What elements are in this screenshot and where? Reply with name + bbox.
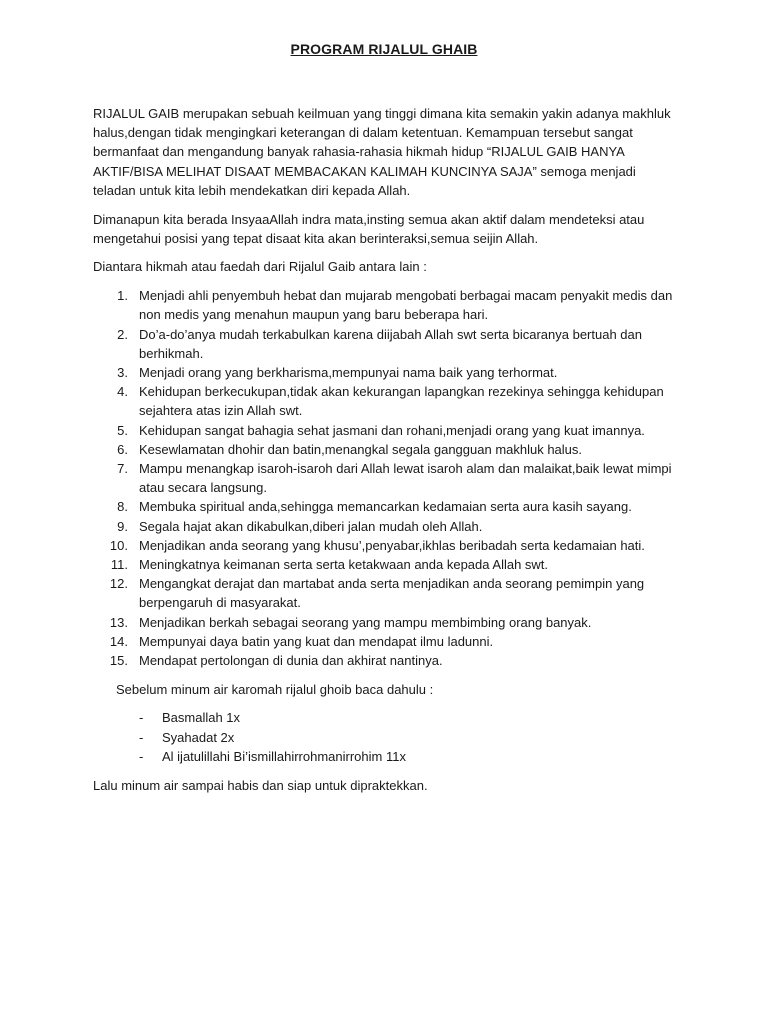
intro-paragraph: RIJALUL GAIB merupakan sebuah keilmuan yang tinggi dimana kita semakin yakin adanya makhluk halus,dengan tidak mengingkari keterangan di dalam ketentuan. Kemampuan tersebut sangat bermanfaat dan mengandung banyak rahasia-rahasia hikmah hidup “RIJALUL GAIB HANYA AKTIF/BISA MELIHAT DISAAT MEMBACAKAN KALIMAH KUNCINYA SAJA” semoga menjadi teladan untuk kita lebih mendekatkan diri kepada Allah. [93,106,671,198]
list-item-text: Kehidupan berkecukupan,tidak akan kekurangan lapangkan rezekinya sehingga kehidupan sejahtera atas izin Allah swt. [139,384,664,419]
list-dash: - [139,710,144,726]
list-item-text: Mengangkat derajat dan martabat anda serta menjadikan anda seorang pemimpin yang berpengaruh di masyarakat. [139,576,645,611]
list-item-text: Membuka spiritual anda,sehingga memancarkan kedamaian serta aura kasih sayang. [139,499,632,515]
list-number: 13. [109,614,128,630]
list-item-text: Menjadi ahli penyembuh hebat dan mujarab mengobati berbagai macam penyakit medis dan non medis yang menahun maupun yang baru beberapa hari. [139,288,673,323]
list-number: 10. [109,537,128,553]
list-item [93,286,678,324]
list-item [93,497,678,516]
document-body [93,104,678,804]
list-item-text: Kehidupan sangat bahagia sehat jasmani dan rohani,menjadi orang yang kuat imannya. [139,422,645,438]
list-number: 14. [109,633,128,649]
list-number: 11. [110,556,128,572]
benefits-intro: Diantara hikmah atau faedah dari Rijalul Gaib antara lain : [93,259,427,275]
list-item-text: Mendapat pertolongan di dunia dan akhirat nantinya. [139,652,443,668]
closing-text: Lalu minum air sampai habis dan siap untuk dipraktekkan. [93,777,428,793]
list-number: 2. [117,326,128,342]
list-item [93,651,678,670]
list-number: 15. [109,652,128,668]
list-number: 1. [117,288,128,304]
list-dash: - [139,729,144,745]
list-item-text: Segala hajat akan dikabulkan,diberi jalan mudah oleh Allah. [139,518,483,534]
list-item [93,325,678,363]
list-item [93,517,678,536]
list-item [93,555,678,574]
list-number: 6. [117,441,128,457]
list-item [93,728,678,747]
list-item-text: Menjadi orang yang berkharisma,mempunyai nama baik yang terhormat. [139,364,558,380]
list-item [93,747,678,766]
list-item-text: Basmallah 1x [162,710,241,726]
list-item [93,536,678,555]
list-dash: - [139,748,144,764]
list-number: 5. [117,422,128,438]
list-item-text: Syahadat 2x [162,729,235,745]
list-item [93,459,678,497]
list-item [93,440,678,459]
list-number: 7. [117,460,128,476]
list-item [93,708,678,727]
list-item-text: Meningkatnya keimanan serta serta ketakwaan anda kepada Allah swt. [139,556,549,572]
list-item-text: Menjadikan berkah sebagai seorang yang mampu membimbing orang banyak. [139,614,592,630]
list-item-text: Do’a-do’anya mudah terkabulkan karena diijabah Allah swt serta bicaranya bertuah dan berhikmah. [139,326,642,361]
list-number: 12. [109,576,128,592]
list-item-text: Kesewlamatan dhohir dan batin,menangkal segala gangguan makhluk halus. [139,441,583,457]
list-number: 8. [117,499,128,515]
list-item [93,613,678,632]
instruction-text: Sebelum minum air karomah rijalul ghoib baca dahulu : [116,681,434,697]
list-item [93,363,678,382]
list-item [93,421,678,440]
list-number: 3. [117,364,128,380]
list-item [93,574,678,612]
list-item [93,382,678,420]
list-item-text: Mempunyai daya batin yang kuat dan mendapat ilmu ladunni. [139,633,494,649]
list-item-text: Menjadikan anda seorang yang khusu’,penyabar,ikhlas beribadah serta kedamaian hati. [139,537,645,553]
steps-list [93,708,678,766]
detection-paragraph: Dimanapun kita berada InsyaaAllah indra mata,insting semua akan aktif dalam mendeteksi atau mengetahui posisi yang tepat disaat kita akan berinteraksi,semua seijin Allah. [93,211,645,246]
document-title: PROGRAM RIJALUL GHAIB [290,41,478,57]
list-item-text: Al ijatulillahi Bi’ismillahirrohmanirrohim 11x [162,748,406,764]
list-item-text: Mampu menangkap isaroh-isaroh dari Allah lewat isaroh alam dan malaikat,baik lewat mimpi atau secara langsung. [139,460,672,496]
benefits-list [93,286,678,670]
list-item [93,632,678,651]
list-number: 9. [117,518,128,534]
list-number: 4. [117,384,128,400]
